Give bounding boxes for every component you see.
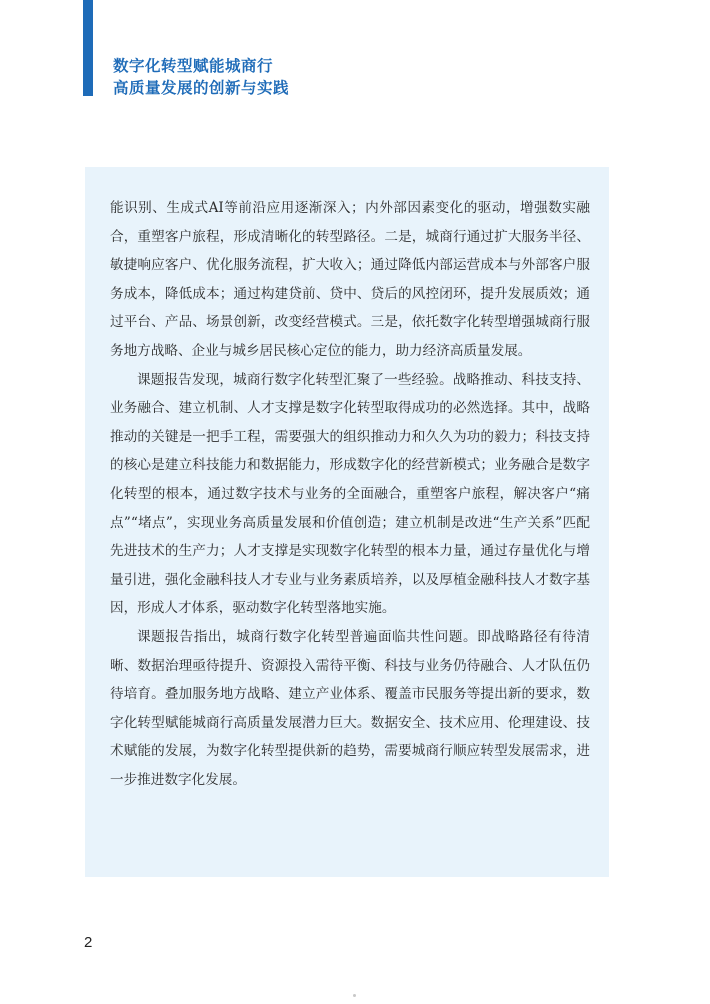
bottom-dot <box>353 994 356 997</box>
page-number: 2 <box>84 934 93 951</box>
paragraph-3: 课题报告指出，城商行数字化转型普遍面临共性问题。即战略路径有待清晰、数据治理亟待提升、资源投入需待平衡、科技与业务仍待融合、人才队伍仍待培育。叠加服务地方战略、建立产业体系、覆盖市民服务等提出新的要求，数字化转型赋能城商行高质量发展潜力巨大。数据安全、技术应用、伦理建设、技术赋能的发展，为数字化转型提供新的趋势，需要城商行顺应转型发展需求，进一步推进数字化发展。 <box>110 628 590 788</box>
text-panel <box>85 167 609 877</box>
paragraph-2: 课题报告发现，城商行数字化转型汇聚了一些经验。战略推动、科技支持、业务融合、建立机制、人才支撑是数字化转型取得成功的必然选择。其中，战略推动的关键是一把手工程，需要强大的组织推动力和久久为功的毅力；科技支持的核心是建立科技能力和数据能力，形成数字化的经营新模式；业务融合是数字化转型的根本，通过数字技术与业务的全面融合，重塑客户旅程，解决客户“痛点”“堵点”，实现业务高质量发展和价值创造；建立机制是改进“生产关系”匹配先进技术的生产力；人才支撑是实现数字化转型的根本力量，通过存量优化与增量引进，强化金融科技人才专业与业务素质培养，以及厚植金融科技人才数字基因，形成人才体系，驱动数字化转型落地实施。 <box>110 371 590 617</box>
body-text <box>110 194 590 794</box>
paragraph-1: 能识别、生成式AI等前沿应用逐渐深入；内外部因素变化的驱动，增强数实融合，重塑客户旅程，形成清晰化的转型路径。二是，城商行通过扩大服务半径、敏捷响应客户、优化服务流程，扩大收入；通过降低内部运营成本与外部客户服务成本，降低成本；通过构建贷前、贷中、贷后的风控闭环，提升发展质效；通过平台、产品、场景创新，改变经营模式。三是，依托数字化转型增强城商行服务地方战略、企业与城乡居民核心定位的能力，助力经济高质量发展。 <box>110 200 590 359</box>
header-title-line-2: 高质量发展的创新与实践 <box>113 79 290 97</box>
running-header <box>113 55 289 99</box>
header-accent-bar <box>83 0 93 96</box>
header-title-line-1: 数字化转型赋能城商行 <box>113 57 274 75</box>
